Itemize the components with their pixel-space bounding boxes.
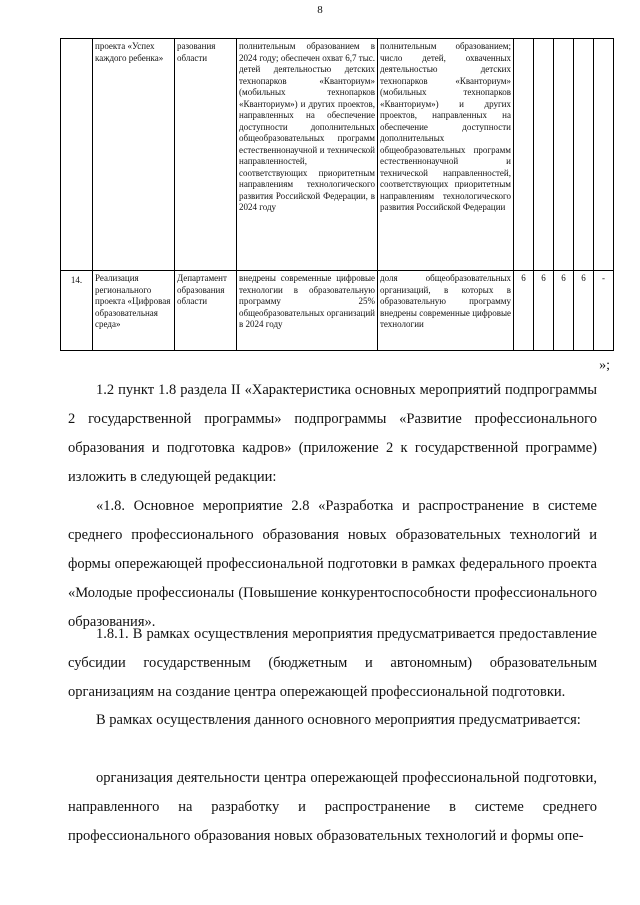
value-cell: 6 [514,271,534,351]
responsible-cell: разования области [175,39,237,271]
row-number-cell [61,39,93,271]
paragraph: «1.8. Основное мероприятие 2.8 «Разработка и распространение в системе среднего профессионального образования новых образовательных технологий и формы опережающей профессиональной подготовки в рамках федерального проекта «Молодые профессионалы (Повышение конкурентоспособности профессионального образования». [68,498,597,630]
value-cell: 6 [534,271,554,351]
program-table [60,38,614,351]
paragraph-item-1-8-1 [68,620,597,707]
paragraph: В рамках осуществления данного основного мероприятия предусматривается: [96,712,581,728]
result-cell: полнительным образованием в 2024 году; обеспечен охват 6,7 тыс. детей деятельностью детских технопарков «Кванториум» (мобильных технопарков «Кванториум») и других проектов, направленных на обеспечение доступности дополнительных общеобразовательных программ естественнонаучной и технической направленностей, соответствующих приоритетным направлениям технологического развития Российской Федерации, в 2024 году [237,39,378,271]
paragraph-activities-intro [68,706,597,735]
value-cell: 6 [574,271,594,351]
result-cell: внедрены современные цифровые технологии в образовательную программу 25% общеобразовательных организаций в 2024 году [237,271,378,351]
table-row-14 [61,271,614,351]
value-cell: 6 [554,271,574,351]
value-cell [534,39,554,271]
value-cell: - [594,271,614,351]
value-cell [594,39,614,271]
value-cell [514,39,534,271]
paragraph: организация деятельности центра опережающей профессиональной подготовки, направленного на разработку и распространение в системе среднего профессионального образования новых образовательных технологий и формы опе- [68,770,597,844]
paragraph-item-1-8 [68,492,597,637]
value-cell [554,39,574,271]
project-name-cell: Реализация регионального проекта «Цифровая образовательная среда» [93,271,175,351]
page-number: 8 [317,4,323,16]
value-cell [574,39,594,271]
table-row-continued [61,39,614,271]
paragraph: 1.8.1. В рамках осуществления мероприятия предусматривается предоставление субсидии государственным (бюджетным и автономным) образовательным организациям на создание центра опережающей профессиональной подготовки. [68,626,597,700]
closing-quote: »; [599,358,610,373]
paragraph: 1.2 пункт 1.8 раздела II «Характеристика основных мероприятий подпрограммы 2 государственной программы» подпрограммы «Развитие профессионального образования и подготовка кадров» (приложение 2 к государственной программе) изложить в следующей редакции: [68,382,597,485]
paragraph-activity-1 [68,764,597,851]
indicator-cell: доля общеобразовательных организаций, в которых в образовательную программу внедрены современные цифровые технологии [378,271,514,351]
row-number-cell: 14. [61,271,93,351]
project-name-cell: проекта «Успех каждого ребенка» [93,39,175,271]
responsible-cell: Департамент образования области [175,271,237,351]
paragraph-item-1-2 [68,376,597,492]
indicator-cell: полнительным образованием; число детей, охваченных деятельностью детских технопарков «Кванториум» (мобильных технопарков «Кванториум») и других проектов, направленных на обеспечение доступности дополнительных общеобразовательных программ естественнонаучной и технической направленностей, соответствующих приоритетным направлениям технологического развития Российской Федерации [378,39,514,271]
